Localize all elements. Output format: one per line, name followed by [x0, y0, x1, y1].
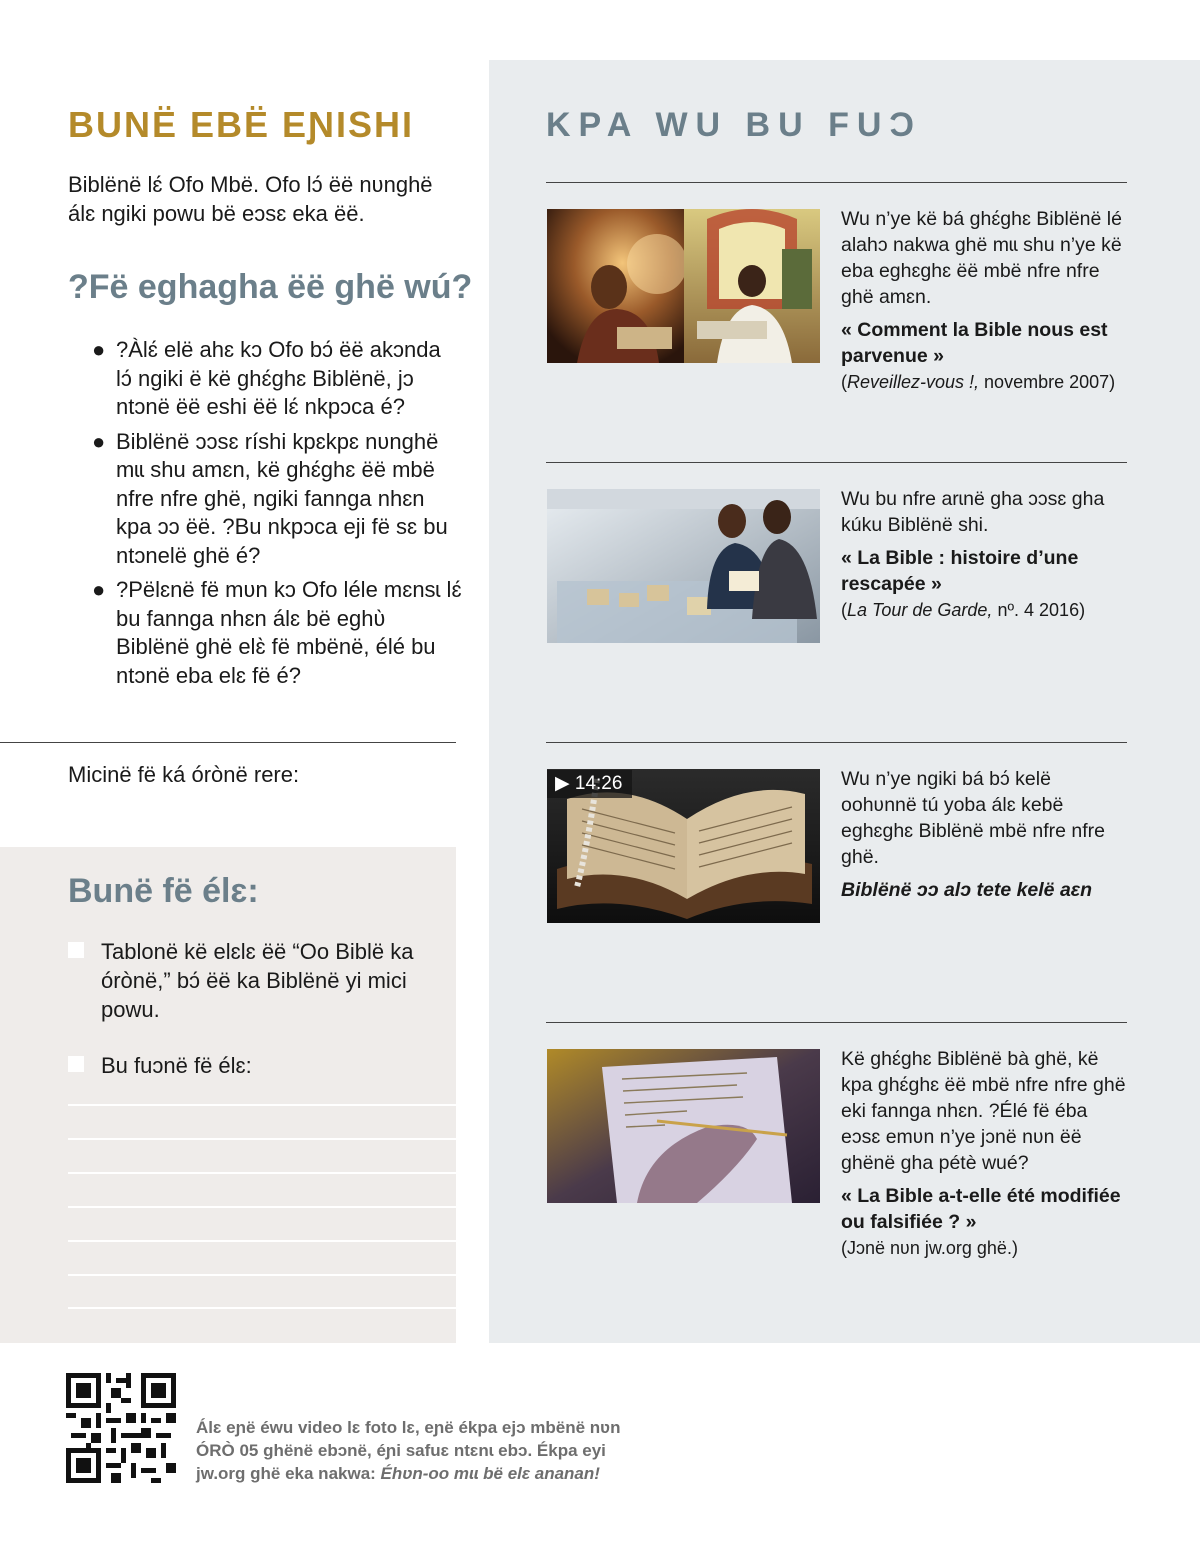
todo-title: Bunë fë élɛ: [68, 872, 259, 910]
question-text: ?Pëlɛnë fë mʋn kɔ Ofo léle mɛnsɩ lɛ́ bu fannga nhɛn álɛ bë eghʋ̀ Biblënë ghë elɛ̀ fë mbënë, élé bu ntɔnë eba elɛ fë é? [116, 577, 462, 688]
section-divider [0, 742, 456, 743]
resource-description: Wu bu nfre arɩnë gha ɔɔsɛ gha kúku Biblënë shi. [841, 488, 1105, 536]
bullet-icon: ● [92, 428, 106, 454]
summary-text: Biblënë lɛ́ Ofo Mbë. Ofo lɔ́ ëë nʋnghë álɛ ngiki powu bë eɔsɛ eka ëë. [68, 172, 433, 226]
resource-source: (Reveillez-vous !, novembre 2007) [841, 372, 1116, 392]
resource-source: (La Tour de Garde, nº. 4 2016) [841, 600, 1086, 620]
writing-line[interactable] [68, 1104, 456, 1106]
writing-line[interactable] [68, 1240, 456, 1242]
bullet-icon: ● [92, 337, 106, 362]
source-title: Reveillez-vous !, [847, 372, 980, 392]
scribe-and-reader-image[interactable] [547, 209, 820, 363]
todo-item[interactable] [68, 937, 438, 1024]
writing-line[interactable] [68, 1206, 456, 1208]
bullet-icon: ● [92, 577, 106, 602]
museum-display-image[interactable] [547, 489, 820, 643]
resource-divider [546, 182, 1127, 183]
video-duration-badge[interactable] [547, 770, 632, 798]
question-text: Biblënë ɔɔsɛ ríshi kpɛkpɛ nʋnghë mɩɩ shu amɛn, kë ghɛ́ghɛ ëë mbë nfre nfre ghë, ngiki fannga nhɛn kpa ɔɔ ëë. ?Bu nkpɔca eji fë sɛ bu ntɔnelë ghë é? [116, 428, 448, 568]
resource-divider [546, 1022, 1127, 1023]
writing-line[interactable] [68, 1274, 456, 1276]
todo-text: Bu fuɔnë fë élɛ: [101, 1053, 252, 1078]
summary-title: BUNË EBË EƝISHI [68, 104, 415, 145]
resources-title: KPA WU BU FUƆ [546, 106, 922, 144]
resource-description: Wu n’ye kë bá ghɛ́ghɛ Biblënë lé alahɔ nakwa ghë mɩɩ shu n’ye kë eba eghɛghɛ ëë mbë nfre nfre ghë amɛn. [841, 208, 1122, 308]
source-detail: nº. 4 2016) [992, 600, 1086, 620]
duration-text: 14:26 [574, 773, 623, 794]
resource-divider [546, 742, 1127, 743]
writing-line[interactable] [68, 1307, 456, 1309]
resource-link[interactable]: « La Bible : histoire d’une rescapée » [841, 547, 1079, 595]
todo-text: Tablonë kë elɛlɛ ëë “Oo Biblë ka órònë,” bɔ́ ëë ka Biblënë yi mici powu. [101, 939, 414, 1022]
questions-title: ?Fë eghagha ëë ghë wú? [68, 268, 473, 306]
resource-link[interactable]: « La Bible a-t-elle été modifiée ou falsifiée ? » [841, 1185, 1121, 1233]
resource-source: (Jɔnë nʋn jw.org ghë.) [841, 1238, 1018, 1258]
qr-code-icon[interactable] [66, 1373, 176, 1483]
footer-text [196, 1416, 656, 1485]
hand-writing-scroll-image[interactable] [547, 1049, 820, 1203]
questions-list [92, 336, 462, 696]
checkbox-icon[interactable] [68, 1056, 84, 1072]
question-item [92, 428, 462, 571]
question-item [92, 336, 462, 422]
resource-link[interactable]: « Comment la Bible nous est parvenue » [841, 319, 1108, 367]
play-icon: ▶ [555, 773, 575, 794]
source-detail: novembre 2007) [979, 372, 1116, 392]
checkbox-icon[interactable] [68, 942, 84, 958]
next-topic-label: Micinë fë ká órònë rere: [68, 762, 300, 787]
question-text: ?Àlɛ́ elë ahɛ kɔ Ofo bɔ́ ëë akɔnda lɔ́ ngiki ë kë ghɛ́ghɛ Biblënë, jɔ ntɔnë ëë eshi ëë lɛ́ nkpɔca é? [116, 337, 441, 419]
resource-link[interactable]: Biblënë ɔɔ alɔ tete kelë aɛn [841, 879, 1093, 901]
source-title: La Tour de Garde, [847, 600, 993, 620]
resource-description: Wu n’ye ngiki bá bɔ́ kelë oohʋnnë tú yoba álɛ kebë eghɛghɛ Biblënë mbë nfre nfre ghë. [841, 768, 1105, 868]
todo-item[interactable] [68, 1051, 438, 1080]
writing-line[interactable] [68, 1172, 456, 1174]
question-item [92, 576, 462, 690]
resource-description: Kë ghɛ́ghɛ Biblënë bà ghë, kë kpa ghɛ́ghɛ ëë mbë nfre nfre ghë eki fannga nhɛn. ?Élé fë éba eɔsɛ emʋn n’ye jɔnë nʋn ëë ghënë gha pétè wué? [841, 1048, 1126, 1174]
writing-line[interactable] [68, 1138, 456, 1140]
resource-divider [546, 462, 1127, 463]
footer-main-text: Álɛ eɲë éwu video lɛ foto lɛ, eɲë ékpa ejɔ mbënë nʋn ÓRÒ 05 ghënë ebɔnë, éɲi safuɛ ntɛnɩ ebɔ. Ékpa eyi jw.org ghë eka nakwa: [196, 1418, 621, 1483]
footer-slogan: Éhʋn-oo mɩɩ bë elɛ ananan! [380, 1464, 600, 1483]
todo-panel [0, 847, 456, 1343]
